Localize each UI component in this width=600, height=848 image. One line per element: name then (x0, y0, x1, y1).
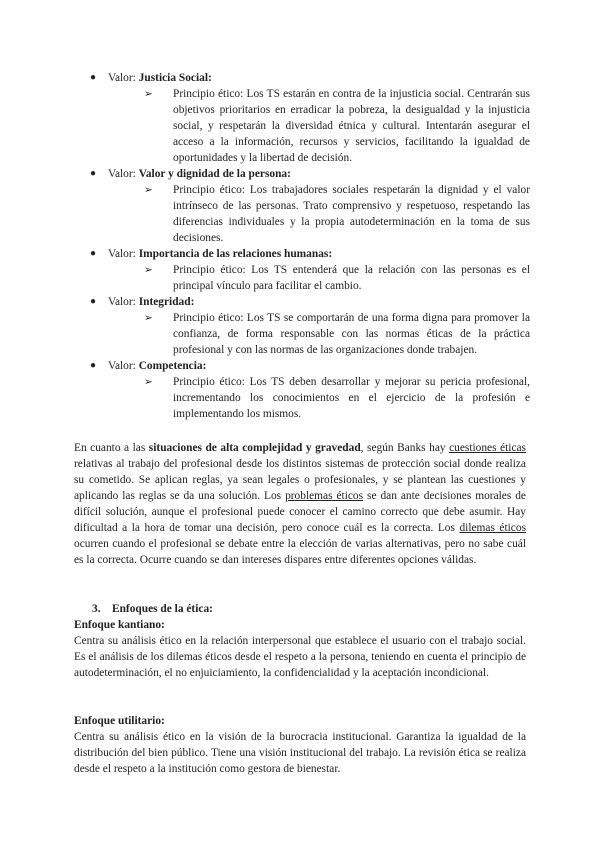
arrow-bullet-icon: ➢ (144, 264, 153, 276)
value-label (108, 296, 194, 308)
principle (144, 374, 530, 422)
underlined-term-cuestiones-eticas: cuestiones éticas (449, 442, 526, 454)
underlined-term-dilemas-eticos: dilemas éticos (459, 522, 526, 534)
section-heading (92, 601, 213, 617)
text-run: ocurren cuando el profesional se debate entre la elección de varias alternativas, pero no sabe cuál es la correcta. Ocurre cuando se dan intereses dispares entre diferentes opciones válidas. (74, 538, 526, 566)
text-run: En cuanto a las (74, 442, 149, 454)
value-prefix: Valor: (108, 72, 139, 84)
section-title: Enfoques de la ética: (112, 603, 213, 615)
arrow-bullet-icon: ➢ (144, 184, 153, 196)
principle (144, 262, 530, 294)
value-item-integridad (78, 294, 530, 358)
value-name: Valor y dignidad de la persona: (138, 168, 291, 180)
value-item-dignidad (78, 166, 530, 246)
kantiano-paragraph: Centra su análisis ético en la relación interpersonal que establece el usuario con el trabajo social. Es el análisis de los dilemas éticos desde el respeto a la persona, teniendo en cuenta el principio de autodeterminación, el no enjuiciamiento, la confidencialidad y la aceptación incondicional. (74, 635, 526, 679)
value-item-justicia-social (78, 70, 530, 166)
bullet-icon: ● (90, 72, 97, 83)
utilitario-paragraph: Centra su análisis ético en la visión de la burocracia institucional. Garantiza la igualdad de la distribución del bien público. Tiene una visión institucional del trabajo. La revisión ética se realiza desde el respeto a la institución como gestora de bienestar. (74, 731, 526, 775)
value-name: Competencia: (138, 360, 207, 372)
section-number: 3. (92, 603, 101, 615)
value-name: Justicia Social: (138, 72, 212, 84)
situations-paragraph (74, 440, 526, 568)
value-name: Importancia de las relaciones humanas: (138, 248, 333, 260)
utilitario-heading: Enfoque utilitario: (74, 715, 165, 727)
principle (144, 310, 530, 358)
arrow-bullet-icon: ➢ (144, 312, 153, 324)
value-prefix: Valor: (108, 248, 139, 260)
arrow-bullet-icon: ➢ (144, 376, 153, 388)
text-run: , según Banks hay (360, 442, 450, 454)
value-label (108, 168, 291, 180)
value-label (108, 72, 212, 84)
principle-text: Principio ético: Los TS deben desarrollar y mejorar su pericia profesional, incrementando los conocimientos en el ejercicio de la profesión e implementando los mismos. (173, 376, 530, 420)
bullet-icon: ● (90, 168, 97, 179)
value-prefix: Valor: (108, 360, 139, 372)
bullet-icon: ● (90, 296, 97, 307)
principle-text: Principio ético: Los TS entenderá que la relación con las personas es el principal vínculo para facilitar el cambio. (173, 264, 530, 292)
principle-text: Principio ético: Los TS estarán en contra de la injusticia social. Centrarán sus objetivos prioritarios en erradicar la pobreza, la desigualdad y la injusticia social, y respetarán la diversidad étnica y cultural. Intentarán asegurar el acceso a la información, recursos y servicios, facilitando la igualdad de oportunidades y la libertad de decisión. (173, 88, 530, 164)
underlined-term-problemas-eticos: problemas éticos (285, 490, 364, 502)
principle (144, 86, 530, 166)
bullet-icon: ● (90, 248, 97, 259)
values-list (78, 70, 530, 422)
bullet-icon: ● (90, 360, 97, 371)
principle-text: Principio ético: Los TS se comportarán de una forma digna para promover la confianza, de forma responsable con las normas éticas de la práctica profesional y con las normas de las organizaciones donde trabajen. (173, 312, 530, 356)
bold-term: situaciones de alta complejidad y gravedad (148, 442, 361, 454)
principle (144, 182, 530, 246)
kantiano-heading: Enfoque kantiano: (74, 619, 165, 631)
value-label (108, 248, 332, 260)
principle-text: Principio ético: Los trabajadores sociales respetarán la dignidad y el valor intrínseco de las personas. Trato comprensivo y respetuoso, respetando las diferencias individuales y la propia autodeterminación en la toma de sus decisiones. (173, 184, 530, 244)
value-prefix: Valor: (108, 296, 139, 308)
arrow-bullet-icon: ➢ (144, 88, 153, 100)
value-item-relaciones-humanas (78, 246, 530, 294)
value-item-competencia (78, 358, 530, 422)
value-prefix: Valor: (108, 168, 139, 180)
value-name: Integridad: (138, 296, 195, 308)
value-label (108, 360, 206, 372)
text-run: relativas al trabajo del profesional desde los distintos sistemas de protección social donde realiza su cometido. Se aplican reglas, ya sean legales o profesionales, y se plantean las cuestiones y aplicando las reglas se da una solución. Los (74, 458, 526, 502)
text-run: se dan ante decisiones morales de difícil solución, aunque el profesional puede conocer el camino correcto que debe asumir. Hay dificultad a la hora de tomar una decisión, pero conoce cuál es la correcta. Los (74, 490, 526, 534)
